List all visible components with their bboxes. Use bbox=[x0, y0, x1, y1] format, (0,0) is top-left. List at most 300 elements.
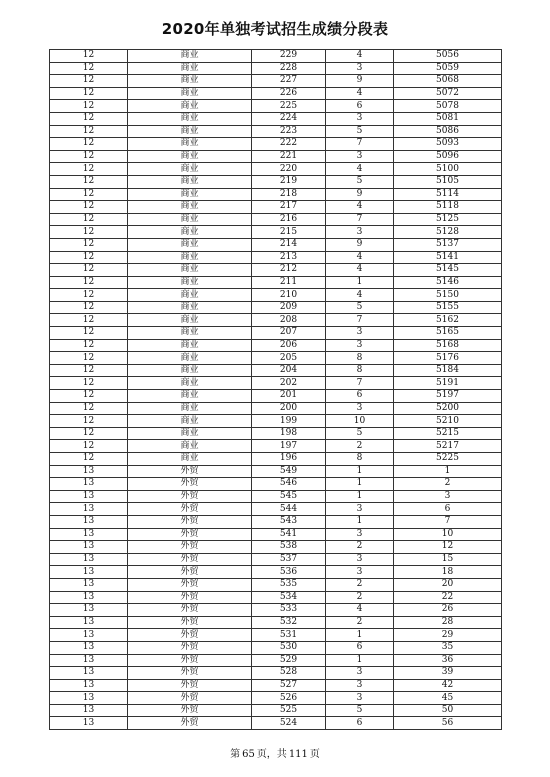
table-row bbox=[50, 679, 502, 692]
count-cell: 1 bbox=[326, 276, 394, 289]
table-row bbox=[50, 604, 502, 617]
group-code-cell: 12 bbox=[50, 364, 128, 377]
table-row bbox=[50, 364, 502, 377]
score-cell: 217 bbox=[252, 201, 326, 214]
group-code-cell: 13 bbox=[50, 692, 128, 705]
cumulative-cell: 5105 bbox=[394, 175, 502, 188]
cumulative-cell: 5056 bbox=[394, 50, 502, 63]
count-cell: 4 bbox=[326, 251, 394, 264]
table-row bbox=[50, 301, 502, 314]
cumulative-cell: 7 bbox=[394, 515, 502, 528]
cumulative-cell: 5145 bbox=[394, 264, 502, 277]
count-cell: 9 bbox=[326, 238, 394, 251]
count-cell: 7 bbox=[326, 138, 394, 151]
count-cell: 5 bbox=[326, 125, 394, 138]
count-cell: 6 bbox=[326, 717, 394, 730]
table-row bbox=[50, 352, 502, 365]
group-code-cell: 12 bbox=[50, 415, 128, 428]
footer-middle: 页，共 bbox=[256, 749, 287, 760]
score-cell: 534 bbox=[252, 591, 326, 604]
cumulative-cell: 5114 bbox=[394, 188, 502, 201]
count-cell: 2 bbox=[326, 616, 394, 629]
count-cell: 2 bbox=[326, 591, 394, 604]
table-row bbox=[50, 201, 502, 214]
category-cell: 商业 bbox=[128, 138, 252, 151]
score-cell: 196 bbox=[252, 453, 326, 466]
cumulative-cell: 10 bbox=[394, 528, 502, 541]
cumulative-cell: 5215 bbox=[394, 427, 502, 440]
table-row bbox=[50, 427, 502, 440]
cumulative-cell: 12 bbox=[394, 541, 502, 554]
count-cell: 1 bbox=[326, 654, 394, 667]
count-cell: 3 bbox=[326, 226, 394, 239]
category-cell: 商业 bbox=[128, 100, 252, 113]
score-cell: 549 bbox=[252, 465, 326, 478]
table-row bbox=[50, 188, 502, 201]
group-code-cell: 12 bbox=[50, 226, 128, 239]
count-cell: 6 bbox=[326, 390, 394, 403]
cumulative-cell: 5150 bbox=[394, 289, 502, 302]
count-cell: 8 bbox=[326, 453, 394, 466]
count-cell: 3 bbox=[326, 150, 394, 163]
table-row bbox=[50, 629, 502, 642]
count-cell: 1 bbox=[326, 515, 394, 528]
cumulative-cell: 22 bbox=[394, 591, 502, 604]
group-code-cell: 13 bbox=[50, 679, 128, 692]
group-code-cell: 13 bbox=[50, 503, 128, 516]
category-cell: 外贸 bbox=[128, 515, 252, 528]
cumulative-cell: 5162 bbox=[394, 314, 502, 327]
count-cell: 7 bbox=[326, 314, 394, 327]
category-cell: 商业 bbox=[128, 75, 252, 88]
count-cell: 3 bbox=[326, 503, 394, 516]
table-row bbox=[50, 175, 502, 188]
score-cell: 538 bbox=[252, 541, 326, 554]
table-row bbox=[50, 478, 502, 491]
footer-page-number: 65 bbox=[242, 749, 255, 760]
cumulative-cell: 20 bbox=[394, 578, 502, 591]
score-cell: 216 bbox=[252, 213, 326, 226]
table-row bbox=[50, 75, 502, 88]
table-row bbox=[50, 453, 502, 466]
table-row bbox=[50, 125, 502, 138]
count-cell: 4 bbox=[326, 289, 394, 302]
score-cell: 528 bbox=[252, 667, 326, 680]
footer-total-pages: 111 bbox=[288, 749, 308, 760]
category-cell: 商业 bbox=[128, 87, 252, 100]
category-cell: 外贸 bbox=[128, 465, 252, 478]
category-cell: 外贸 bbox=[128, 654, 252, 667]
group-code-cell: 13 bbox=[50, 704, 128, 717]
score-cell: 533 bbox=[252, 604, 326, 617]
group-code-cell: 12 bbox=[50, 453, 128, 466]
table-row bbox=[50, 415, 502, 428]
count-cell: 7 bbox=[326, 213, 394, 226]
category-cell: 商业 bbox=[128, 301, 252, 314]
table-row bbox=[50, 112, 502, 125]
cumulative-cell: 5141 bbox=[394, 251, 502, 264]
category-cell: 外贸 bbox=[128, 679, 252, 692]
category-cell: 外贸 bbox=[128, 604, 252, 617]
score-cell: 225 bbox=[252, 100, 326, 113]
group-code-cell: 13 bbox=[50, 667, 128, 680]
count-cell: 10 bbox=[326, 415, 394, 428]
cumulative-cell: 5200 bbox=[394, 402, 502, 415]
category-cell: 外贸 bbox=[128, 566, 252, 579]
category-cell: 商业 bbox=[128, 264, 252, 277]
table-row bbox=[50, 667, 502, 680]
category-cell: 商业 bbox=[128, 276, 252, 289]
count-cell: 9 bbox=[326, 188, 394, 201]
cumulative-cell: 26 bbox=[394, 604, 502, 617]
cumulative-cell: 5096 bbox=[394, 150, 502, 163]
category-cell: 商业 bbox=[128, 327, 252, 340]
table-row bbox=[50, 377, 502, 390]
group-code-cell: 12 bbox=[50, 314, 128, 327]
group-code-cell: 13 bbox=[50, 717, 128, 730]
category-cell: 商业 bbox=[128, 62, 252, 75]
score-cell: 213 bbox=[252, 251, 326, 264]
category-cell: 商业 bbox=[128, 226, 252, 239]
group-code-cell: 13 bbox=[50, 515, 128, 528]
table-row bbox=[50, 226, 502, 239]
category-cell: 商业 bbox=[128, 188, 252, 201]
category-cell: 商业 bbox=[128, 251, 252, 264]
category-cell: 外贸 bbox=[128, 641, 252, 654]
score-cell: 545 bbox=[252, 490, 326, 503]
cumulative-cell: 5068 bbox=[394, 75, 502, 88]
group-code-cell: 12 bbox=[50, 301, 128, 314]
cumulative-cell: 15 bbox=[394, 553, 502, 566]
category-cell: 商业 bbox=[128, 50, 252, 63]
footer-prefix: 第 bbox=[230, 749, 241, 760]
cumulative-cell: 50 bbox=[394, 704, 502, 717]
page-footer bbox=[0, 745, 550, 760]
group-code-cell: 12 bbox=[50, 188, 128, 201]
table-row bbox=[50, 339, 502, 352]
table-row bbox=[50, 692, 502, 705]
count-cell: 5 bbox=[326, 427, 394, 440]
count-cell: 3 bbox=[326, 112, 394, 125]
table-row bbox=[50, 100, 502, 113]
group-code-cell: 12 bbox=[50, 125, 128, 138]
group-code-cell: 13 bbox=[50, 616, 128, 629]
group-code-cell: 13 bbox=[50, 478, 128, 491]
score-cell: 202 bbox=[252, 377, 326, 390]
score-cell: 536 bbox=[252, 566, 326, 579]
cumulative-cell: 5100 bbox=[394, 163, 502, 176]
count-cell: 1 bbox=[326, 629, 394, 642]
table-row bbox=[50, 264, 502, 277]
score-cell: 201 bbox=[252, 390, 326, 403]
score-cell: 544 bbox=[252, 503, 326, 516]
count-cell: 1 bbox=[326, 478, 394, 491]
table-row bbox=[50, 515, 502, 528]
score-cell: 199 bbox=[252, 415, 326, 428]
group-code-cell: 12 bbox=[50, 238, 128, 251]
count-cell: 3 bbox=[326, 692, 394, 705]
table-row bbox=[50, 402, 502, 415]
score-cell: 226 bbox=[252, 87, 326, 100]
table-row bbox=[50, 276, 502, 289]
group-code-cell: 12 bbox=[50, 327, 128, 340]
score-cell: 543 bbox=[252, 515, 326, 528]
score-cell: 209 bbox=[252, 301, 326, 314]
group-code-cell: 12 bbox=[50, 377, 128, 390]
cumulative-cell: 35 bbox=[394, 641, 502, 654]
cumulative-cell: 5137 bbox=[394, 238, 502, 251]
category-cell: 商业 bbox=[128, 415, 252, 428]
cumulative-cell: 42 bbox=[394, 679, 502, 692]
category-cell: 外贸 bbox=[128, 553, 252, 566]
cumulative-cell: 56 bbox=[394, 717, 502, 730]
cumulative-cell: 5168 bbox=[394, 339, 502, 352]
category-cell: 外贸 bbox=[128, 478, 252, 491]
category-cell: 商业 bbox=[128, 112, 252, 125]
group-code-cell: 12 bbox=[50, 390, 128, 403]
score-cell: 535 bbox=[252, 578, 326, 591]
score-cell: 227 bbox=[252, 75, 326, 88]
table-row bbox=[50, 138, 502, 151]
group-code-cell: 12 bbox=[50, 50, 128, 63]
score-cell: 529 bbox=[252, 654, 326, 667]
table-row bbox=[50, 87, 502, 100]
category-cell: 商业 bbox=[128, 314, 252, 327]
table-row bbox=[50, 717, 502, 730]
score-cell: 222 bbox=[252, 138, 326, 151]
cumulative-cell: 5072 bbox=[394, 87, 502, 100]
table-row bbox=[50, 641, 502, 654]
score-cell: 220 bbox=[252, 163, 326, 176]
count-cell: 3 bbox=[326, 553, 394, 566]
cumulative-cell: 5078 bbox=[394, 100, 502, 113]
table-row bbox=[50, 465, 502, 478]
count-cell: 6 bbox=[326, 100, 394, 113]
score-cell: 211 bbox=[252, 276, 326, 289]
category-cell: 商业 bbox=[128, 377, 252, 390]
category-cell: 外贸 bbox=[128, 503, 252, 516]
category-cell: 商业 bbox=[128, 402, 252, 415]
score-cell: 198 bbox=[252, 427, 326, 440]
group-code-cell: 12 bbox=[50, 112, 128, 125]
group-code-cell: 12 bbox=[50, 213, 128, 226]
group-code-cell: 12 bbox=[50, 264, 128, 277]
group-code-cell: 13 bbox=[50, 591, 128, 604]
score-cell: 541 bbox=[252, 528, 326, 541]
category-cell: 商业 bbox=[128, 201, 252, 214]
count-cell: 5 bbox=[326, 175, 394, 188]
category-cell: 商业 bbox=[128, 213, 252, 226]
table-row bbox=[50, 150, 502, 163]
score-cell: 546 bbox=[252, 478, 326, 491]
count-cell: 4 bbox=[326, 201, 394, 214]
table-row bbox=[50, 503, 502, 516]
category-cell: 商业 bbox=[128, 238, 252, 251]
table-row bbox=[50, 163, 502, 176]
score-cell: 531 bbox=[252, 629, 326, 642]
category-cell: 外贸 bbox=[128, 528, 252, 541]
group-code-cell: 12 bbox=[50, 87, 128, 100]
count-cell: 3 bbox=[326, 528, 394, 541]
score-cell: 221 bbox=[252, 150, 326, 163]
score-cell: 228 bbox=[252, 62, 326, 75]
cumulative-cell: 5217 bbox=[394, 440, 502, 453]
category-cell: 外贸 bbox=[128, 667, 252, 680]
score-cell: 215 bbox=[252, 226, 326, 239]
table-row bbox=[50, 251, 502, 264]
score-cell: 208 bbox=[252, 314, 326, 327]
cumulative-cell: 36 bbox=[394, 654, 502, 667]
score-cell: 205 bbox=[252, 352, 326, 365]
table-row bbox=[50, 289, 502, 302]
group-code-cell: 12 bbox=[50, 175, 128, 188]
count-cell: 4 bbox=[326, 50, 394, 63]
cumulative-cell: 5125 bbox=[394, 213, 502, 226]
count-cell: 4 bbox=[326, 87, 394, 100]
group-code-cell: 12 bbox=[50, 138, 128, 151]
category-cell: 商业 bbox=[128, 289, 252, 302]
cumulative-cell: 29 bbox=[394, 629, 502, 642]
count-cell: 8 bbox=[326, 364, 394, 377]
score-cell: 207 bbox=[252, 327, 326, 340]
group-code-cell: 13 bbox=[50, 566, 128, 579]
cumulative-cell: 39 bbox=[394, 667, 502, 680]
group-code-cell: 13 bbox=[50, 553, 128, 566]
cumulative-cell: 5146 bbox=[394, 276, 502, 289]
count-cell: 8 bbox=[326, 352, 394, 365]
count-cell: 7 bbox=[326, 377, 394, 390]
category-cell: 外贸 bbox=[128, 704, 252, 717]
group-code-cell: 12 bbox=[50, 440, 128, 453]
cumulative-cell: 18 bbox=[394, 566, 502, 579]
group-code-cell: 13 bbox=[50, 641, 128, 654]
score-cell: 219 bbox=[252, 175, 326, 188]
category-cell: 商业 bbox=[128, 163, 252, 176]
table-row bbox=[50, 616, 502, 629]
score-cell: 229 bbox=[252, 50, 326, 63]
category-cell: 外贸 bbox=[128, 629, 252, 642]
category-cell: 商业 bbox=[128, 427, 252, 440]
group-code-cell: 12 bbox=[50, 251, 128, 264]
cumulative-cell: 5225 bbox=[394, 453, 502, 466]
score-cell: 524 bbox=[252, 717, 326, 730]
count-cell: 1 bbox=[326, 490, 394, 503]
count-cell: 6 bbox=[326, 641, 394, 654]
table-row bbox=[50, 238, 502, 251]
table-row bbox=[50, 566, 502, 579]
table-row bbox=[50, 440, 502, 453]
category-cell: 外贸 bbox=[128, 692, 252, 705]
group-code-cell: 13 bbox=[50, 629, 128, 642]
score-cell: 210 bbox=[252, 289, 326, 302]
score-cell: 206 bbox=[252, 339, 326, 352]
cumulative-cell: 5191 bbox=[394, 377, 502, 390]
cumulative-cell: 3 bbox=[394, 490, 502, 503]
group-code-cell: 12 bbox=[50, 339, 128, 352]
category-cell: 外贸 bbox=[128, 616, 252, 629]
score-cell: 218 bbox=[252, 188, 326, 201]
score-table bbox=[49, 49, 502, 730]
score-cell: 537 bbox=[252, 553, 326, 566]
group-code-cell: 13 bbox=[50, 604, 128, 617]
cumulative-cell: 5176 bbox=[394, 352, 502, 365]
group-code-cell: 13 bbox=[50, 578, 128, 591]
count-cell: 3 bbox=[326, 327, 394, 340]
table-row bbox=[50, 591, 502, 604]
category-cell: 商业 bbox=[128, 150, 252, 163]
count-cell: 5 bbox=[326, 704, 394, 717]
table-row bbox=[50, 213, 502, 226]
table-row bbox=[50, 541, 502, 554]
cumulative-cell: 5184 bbox=[394, 364, 502, 377]
count-cell: 3 bbox=[326, 679, 394, 692]
group-code-cell: 12 bbox=[50, 289, 128, 302]
group-code-cell: 12 bbox=[50, 75, 128, 88]
count-cell: 9 bbox=[326, 75, 394, 88]
cumulative-cell: 5165 bbox=[394, 327, 502, 340]
category-cell: 外贸 bbox=[128, 490, 252, 503]
group-code-cell: 12 bbox=[50, 201, 128, 214]
score-cell: 224 bbox=[252, 112, 326, 125]
table-row bbox=[50, 654, 502, 667]
category-cell: 外贸 bbox=[128, 717, 252, 730]
group-code-cell: 12 bbox=[50, 150, 128, 163]
table-row bbox=[50, 50, 502, 63]
category-cell: 商业 bbox=[128, 364, 252, 377]
count-cell: 3 bbox=[326, 667, 394, 680]
group-code-cell: 13 bbox=[50, 528, 128, 541]
count-cell: 5 bbox=[326, 301, 394, 314]
group-code-cell: 13 bbox=[50, 490, 128, 503]
category-cell: 外贸 bbox=[128, 591, 252, 604]
table-row bbox=[50, 553, 502, 566]
count-cell: 2 bbox=[326, 541, 394, 554]
table-row bbox=[50, 390, 502, 403]
score-cell: 200 bbox=[252, 402, 326, 415]
group-code-cell: 12 bbox=[50, 352, 128, 365]
group-code-cell: 12 bbox=[50, 427, 128, 440]
score-cell: 526 bbox=[252, 692, 326, 705]
table-row bbox=[50, 578, 502, 591]
cumulative-cell: 5086 bbox=[394, 125, 502, 138]
count-cell: 3 bbox=[326, 339, 394, 352]
cumulative-cell: 2 bbox=[394, 478, 502, 491]
cumulative-cell: 45 bbox=[394, 692, 502, 705]
score-cell: 212 bbox=[252, 264, 326, 277]
count-cell: 4 bbox=[326, 264, 394, 277]
count-cell: 4 bbox=[326, 163, 394, 176]
score-cell: 530 bbox=[252, 641, 326, 654]
category-cell: 商业 bbox=[128, 440, 252, 453]
group-code-cell: 12 bbox=[50, 62, 128, 75]
group-code-cell: 13 bbox=[50, 654, 128, 667]
page-title: 2020年单独考试招生成绩分段表 bbox=[161, 20, 389, 38]
table-row bbox=[50, 528, 502, 541]
score-cell: 214 bbox=[252, 238, 326, 251]
count-cell: 3 bbox=[326, 402, 394, 415]
footer-suffix: 页 bbox=[309, 749, 320, 760]
category-cell: 商业 bbox=[128, 453, 252, 466]
count-cell: 2 bbox=[326, 440, 394, 453]
score-cell: 197 bbox=[252, 440, 326, 453]
count-cell: 4 bbox=[326, 604, 394, 617]
count-cell: 1 bbox=[326, 465, 394, 478]
score-cell: 532 bbox=[252, 616, 326, 629]
category-cell: 商业 bbox=[128, 339, 252, 352]
cumulative-cell: 5059 bbox=[394, 62, 502, 75]
score-table-body bbox=[50, 50, 502, 730]
count-cell: 3 bbox=[326, 62, 394, 75]
